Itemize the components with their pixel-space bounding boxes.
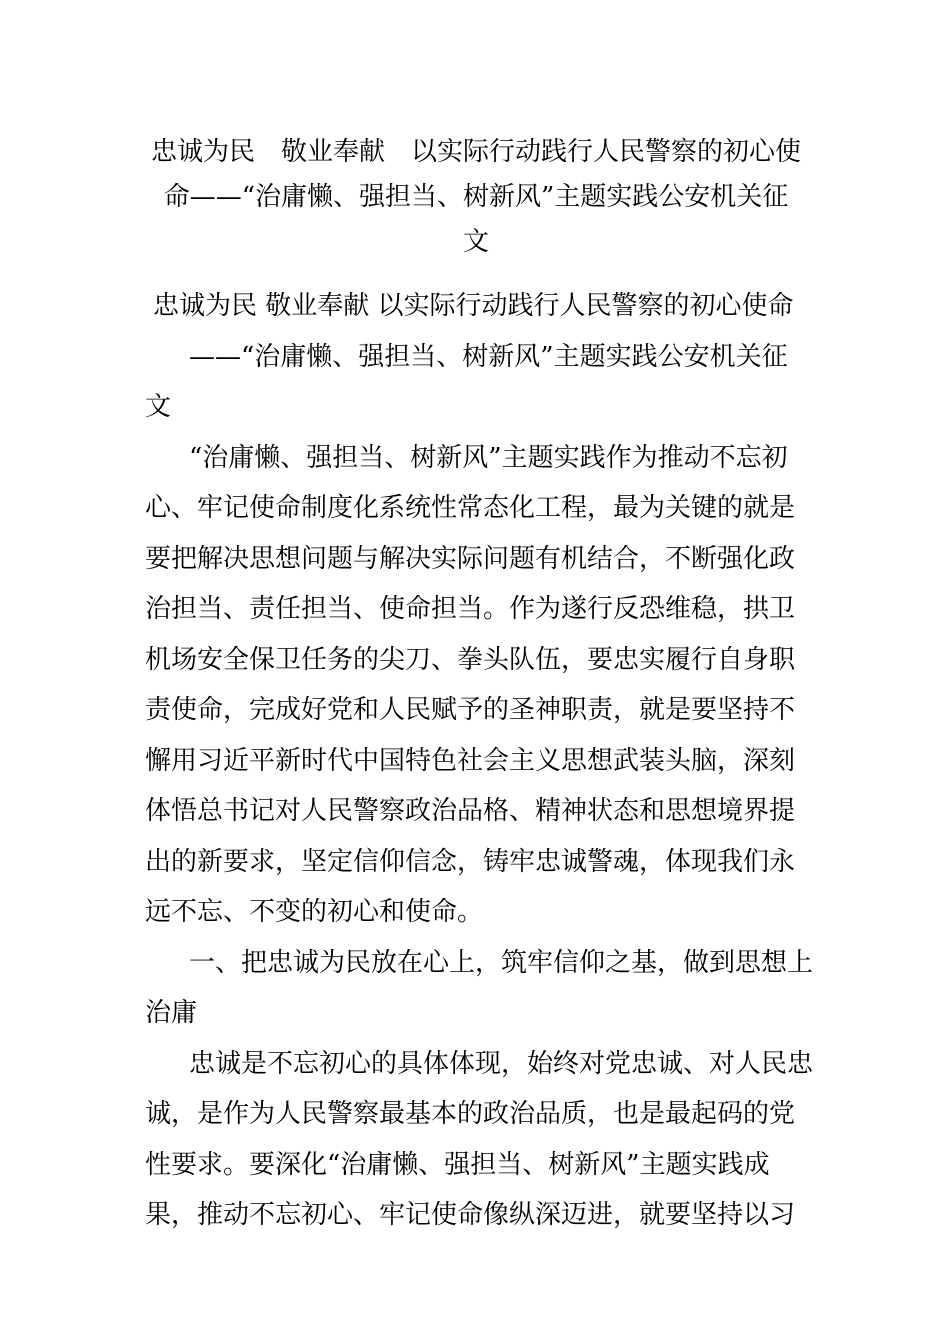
document-body [145,281,814,1241]
paragraph-line: 体悟总书记对人民警察政治品格、精神状态和思想境界提 [145,796,796,826]
subtitle-line: ——“治庸懒、强担当、树新风”主题实践公安机关征 [189,341,788,372]
title-line: 忠诚为民 敬业奉献 以实际行动践行人民警察的初心使 [150,137,801,167]
subtitle-line: 文 [145,392,172,422]
paragraph-line: 心、牢记使命制度化系统性常态化工程，最为关键的就是 [145,493,796,523]
paragraph-line: 忠诚是不忘初心的具体体现，始终对党忠诚、对人民忠 [189,1048,814,1079]
section-heading-line: 治庸 [145,998,198,1028]
subtitle-line: 忠诚为民 敬业奉献 以实际行动践行人民警察的初心使命 [153,291,794,321]
paragraph-line: 要把解决思想问题与解决实际问题有机结合，不断强化政 [145,543,796,574]
paragraph-line: 责使命，完成好党和人民赋予的圣神职责，就是要坚持不 [145,695,796,725]
paragraph-line: 出的新要求，坚定信仰信念，铸牢忠诚警魂，体现我们永 [145,846,796,877]
paragraph-line: 性要求。要深化“治庸懒、强担当、树新风”主题实践成 [145,1149,770,1180]
paragraph-line: 远不忘、不变的初心和使命。 [145,897,484,927]
title-line: 命——“治庸懒、强担当、树新风”主题实践公安机关征 [163,182,789,212]
document-title [140,130,812,265]
paragraph-line: 机场安全保卫任务的尖刀、拳头队伍，要忠实履行自身职 [145,644,796,675]
paragraph-line: 懈用习近平新时代中国特色社会主义思想武装头脑，深刻 [145,745,796,776]
paragraph-line: 果，推动不忘初心、牢记使命像纵深迈进，就要坚持以习 [145,1200,796,1230]
section-heading-line: 一、把忠诚为民放在心上，筑牢信仰之基，做到思想上 [189,947,814,978]
paragraph-line: “治庸懒、强担当、树新风”主题实践作为推动不忘初 [189,442,788,473]
paragraph-line: 治担当、责任担当、使命担当。作为遂行反恐维稳，拱卫 [145,594,796,624]
paragraph-line: 诚，是作为人民警察最基本的政治品质，也是最起码的党 [145,1099,796,1129]
title-line: 文 [462,227,489,257]
